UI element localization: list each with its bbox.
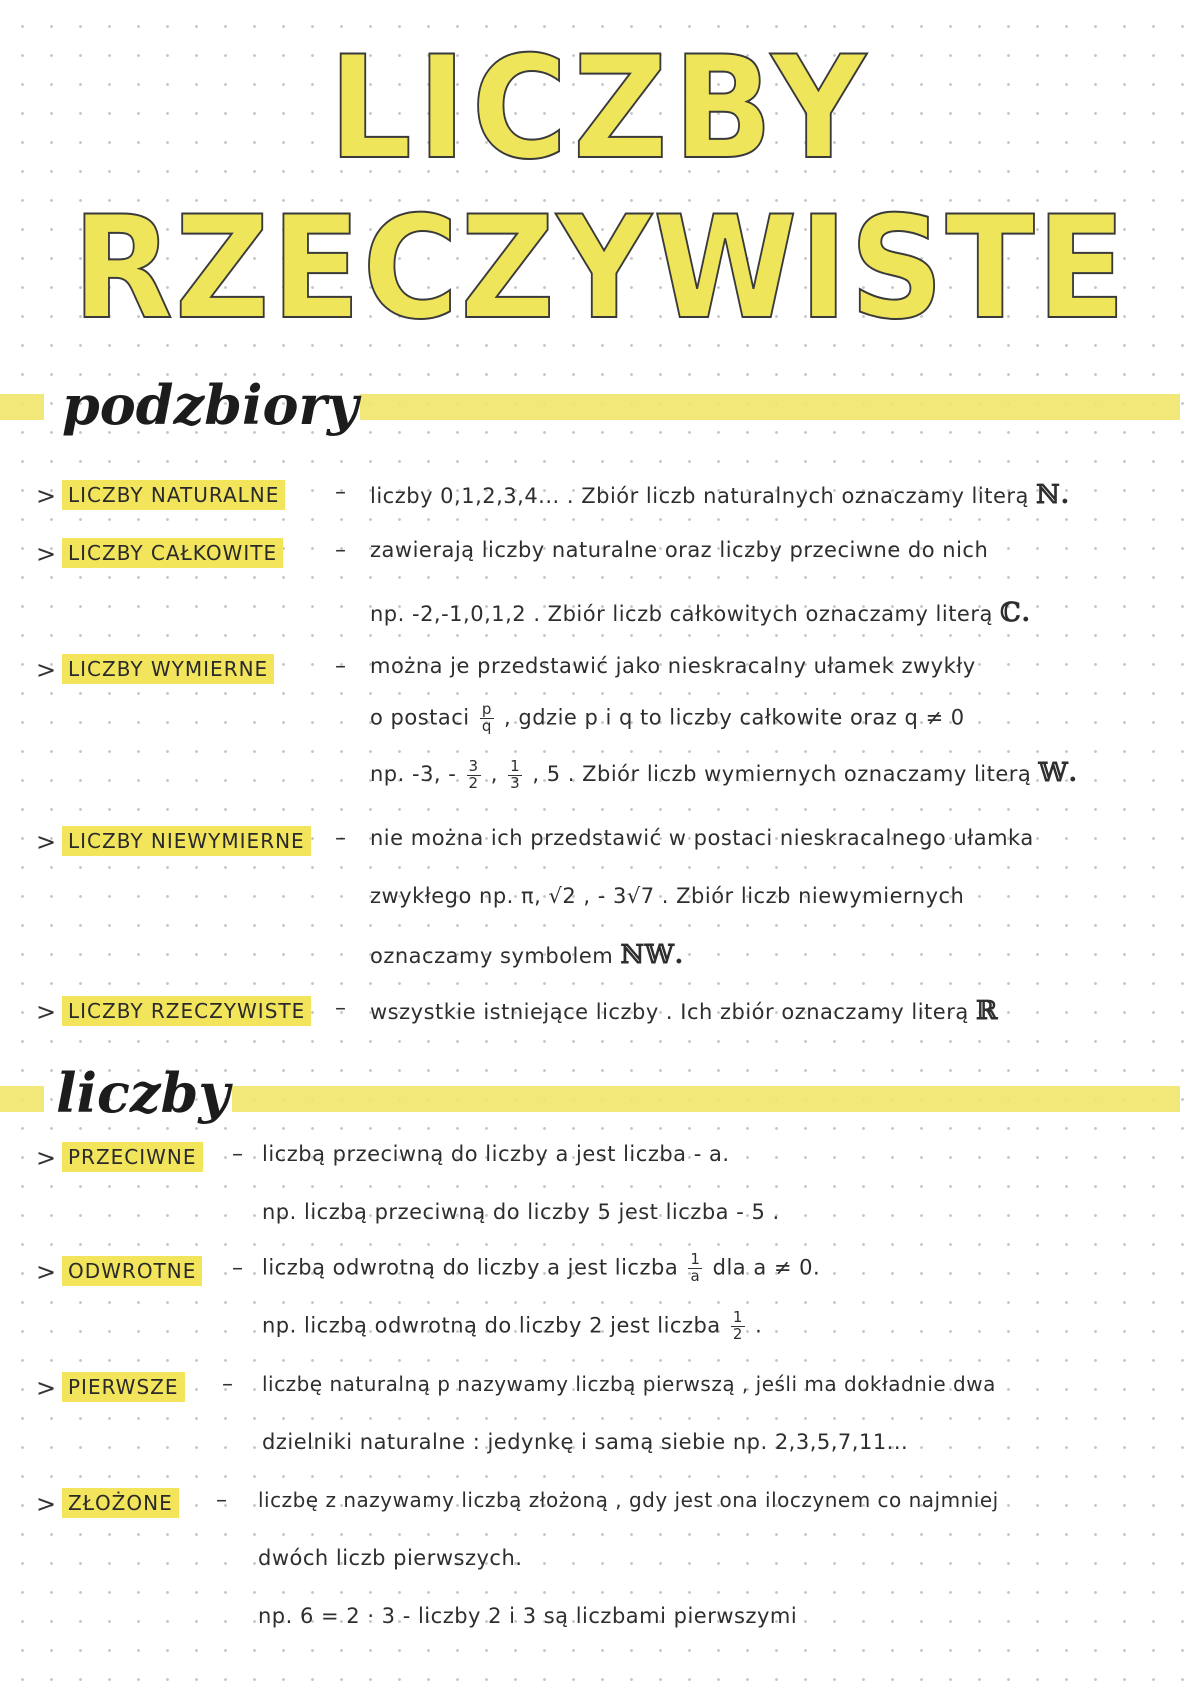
list-item-calkowite [0, 532, 1200, 576]
chevron-right-icon: > [36, 828, 57, 856]
list-item-wymierne [0, 648, 1200, 692]
definition-zlozone-line-1: liczbę z nazywamy liczbą złożoną , gdy jest ona iloczynem co najmniej [258, 1488, 999, 1512]
dash: – [222, 1372, 233, 1397]
dash: – [335, 826, 346, 851]
definition-odwrotne-line-2: np. liczbą odwrotną do liczby 2 jest liczba $\frac{1}{2}$ . [262, 1308, 763, 1343]
definition-pierwsze-line-2: dzielniki naturalne : jedynkę i samą siebie np. 2,3,5,7,11... [262, 1430, 909, 1454]
chevron-right-icon: > [36, 656, 57, 684]
definition-wymierne-line-1: można je przedstawić jako nieskracalny ułamek zwykły [370, 654, 976, 678]
dash: – [335, 538, 346, 563]
definition-wymierne-line-3: np. -3, - $\frac{3}{2}$ , $\frac{1}{3}$ , 5 . Zbiór liczb wymiernych oznaczamy literą 𝕎. [370, 756, 1078, 792]
fraction-one-third: $\frac{1}{3}$ [510, 756, 521, 792]
label-przeciwne: PRZECIWNE [62, 1142, 203, 1172]
definition-odwrotne-line-1: liczbą odwrotną do liczby a jest liczba $\frac{1}{a}$ dla a ≠ 0. [262, 1250, 821, 1285]
list-item-przeciwne-cont [0, 1194, 1200, 1238]
label-odwrotne: ODWROTNE [62, 1256, 202, 1286]
list-item-naturalne [0, 474, 1200, 518]
label-wymierne: LICZBY WYMIERNE [62, 654, 274, 684]
label-pierwsze: PIERWSZE [62, 1372, 185, 1402]
podzbiory-band-right [360, 394, 1180, 420]
fraction-one-half: $\frac{1}{2}$ [732, 1308, 743, 1343]
section-heading-liczby: liczby [56, 1061, 230, 1125]
label-calkowite: LICZBY CAŁKOWITE [62, 538, 283, 568]
fraction-p-over-q: $\frac{p}{q}$ [481, 700, 492, 735]
chevron-right-icon: > [36, 998, 57, 1026]
chevron-right-icon: > [36, 540, 57, 568]
label-zlozone: ZŁOŻONE [62, 1488, 179, 1518]
dash: – [335, 480, 346, 505]
list-item-wymierne-cont-1 [0, 700, 1200, 744]
set-symbol-nw: ℕ𝕎. [620, 940, 684, 970]
chevron-right-icon: > [36, 1374, 57, 1402]
list-item-calkowite-cont [0, 592, 1200, 636]
chevron-right-icon: > [36, 482, 57, 510]
list-item-zlozone-cont-2 [0, 1598, 1200, 1642]
definition-zlozone-line-3: np. 6 = 2 · 3 - liczby 2 i 3 są liczbami pierwszymi [258, 1604, 798, 1628]
title-line-1: LICZBY [328, 26, 872, 191]
set-symbol-c: ℂ. [1000, 598, 1031, 628]
definition-calkowite-line-2: np. -2,-1,0,1,2 . Zbiór liczb całkowitych oznaczamy literą ℂ. [370, 598, 1031, 628]
set-symbol-r: ℝ [975, 996, 999, 1026]
list-item-pierwsze [0, 1366, 1200, 1410]
definition-przeciwne-line-2: np. liczbą przeciwną do liczby 5 jest liczba - 5 . [262, 1200, 780, 1224]
title-line-2: RZECZYWISTE [72, 186, 1128, 351]
list-item-pierwsze-cont [0, 1424, 1200, 1468]
section-heading-podzbiory: podzbiory [62, 373, 359, 437]
label-naturalne: LICZBY NATURALNE [62, 480, 285, 510]
set-symbol-w: 𝕎. [1038, 758, 1078, 788]
definition-niewymierne-line-1: nie można ich przedstawić w postaci nieskracalnego ułamka [370, 826, 1034, 850]
list-item-zlozone [0, 1482, 1200, 1526]
list-item-niewymierne-cont-2 [0, 934, 1200, 978]
list-item-niewymierne-cont-1 [0, 878, 1200, 922]
dash: – [216, 1488, 227, 1513]
label-niewymierne: LICZBY NIEWYMIERNE [62, 826, 311, 856]
list-item-niewymierne [0, 820, 1200, 864]
dash: – [335, 996, 346, 1021]
fraction-one-over-a: $\frac{1}{a}$ [690, 1250, 701, 1285]
definition-wymierne-line-2: o postaci $\frac{p}{q}$ , gdzie p i q to liczby całkowite oraz q ≠ 0 [370, 700, 965, 735]
liczby-band-right [232, 1086, 1180, 1112]
list-item-wymierne-cont-2 [0, 756, 1200, 800]
set-symbol-n: ℕ. [1036, 480, 1070, 510]
dash: – [232, 1256, 243, 1281]
definition-niewymierne-line-3: oznaczamy symbolem ℕ𝕎. [370, 940, 684, 970]
list-item-rzeczywiste [0, 990, 1200, 1034]
definition-zlozone-line-2: dwóch liczb pierwszych. [258, 1546, 523, 1570]
chevron-right-icon: > [36, 1258, 57, 1286]
list-item-zlozone-cont-1 [0, 1540, 1200, 1584]
dash: – [335, 654, 346, 679]
definition-pierwsze-line-1: liczbę naturalną p nazywamy liczbą pierwszą , jeśli ma dokładnie dwa [262, 1372, 996, 1396]
list-item-odwrotne-cont [0, 1308, 1200, 1352]
definition-naturalne: liczby 0,1,2,3,4... . Zbiór liczb naturalnych oznaczamy literą ℕ. [370, 480, 1070, 510]
definition-przeciwne-line-1: liczbą przeciwną do liczby a jest liczba - a. [262, 1142, 730, 1166]
definition-calkowite-line-1: zawierają liczby naturalne oraz liczby przeciwne do nich [370, 538, 989, 562]
chevron-right-icon: > [36, 1144, 57, 1172]
list-item-odwrotne [0, 1250, 1200, 1294]
definition-rzeczywiste: wszystkie istniejące liczby . Ich zbiór oznaczamy literą ℝ [370, 996, 999, 1026]
podzbiory-band-left [0, 394, 44, 420]
list-item-przeciwne [0, 1136, 1200, 1180]
liczby-band-left [0, 1086, 44, 1112]
fraction-three-halves: $\frac{3}{2}$ [468, 756, 479, 792]
chevron-right-icon: > [36, 1490, 57, 1518]
definition-niewymierne-line-2: zwykłego np. π, √2 , - 3√7 . Zbiór liczb niewymiernych [370, 884, 965, 908]
dash: – [232, 1142, 243, 1167]
label-rzeczywiste: LICZBY RZECZYWISTE [62, 996, 311, 1026]
